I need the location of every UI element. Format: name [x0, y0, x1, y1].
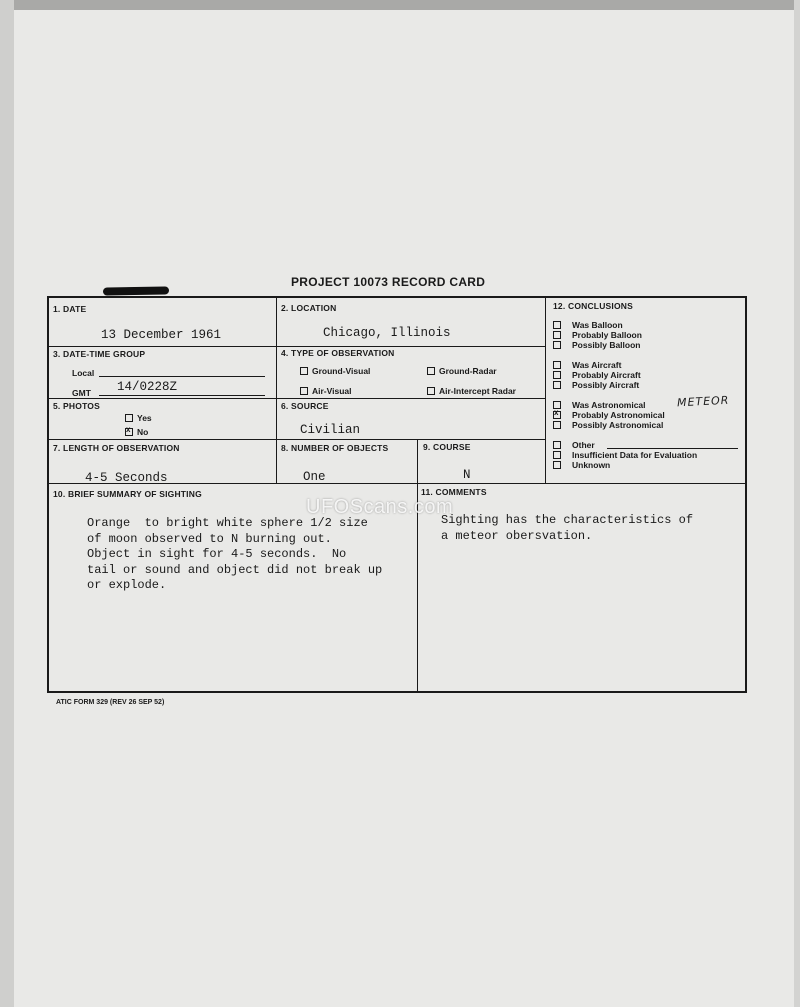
other-underline: [607, 448, 738, 449]
date-time-group-label: 3. DATE-TIME GROUP: [53, 349, 146, 359]
divider-row3: [47, 439, 545, 440]
option-ground-visual: Ground-Visual: [300, 366, 370, 376]
course-value: N: [463, 468, 471, 482]
redaction-mark: [103, 286, 169, 295]
handwritten-meteor-note: METEOR: [676, 393, 730, 410]
checkbox-was-balloon: [553, 321, 561, 329]
photos-no: xNo: [125, 427, 148, 437]
checkbox-ground-visual: [300, 367, 308, 375]
form-id: ATIC FORM 329 (REV 26 SEP 52): [56, 699, 165, 706]
card-border-top: [47, 296, 747, 298]
gmt-label: GMT: [72, 388, 91, 398]
divider-col-course: [417, 439, 418, 693]
record-card: [47, 296, 747, 693]
location-label: 2. LOCATION: [281, 303, 337, 313]
divider-col2: [545, 296, 546, 484]
conclusion-other: Other: [553, 440, 697, 450]
photos-yes: Yes: [125, 413, 152, 423]
checkbox-possibly-aircraft: [553, 381, 561, 389]
conclusion-was-astronomical: Was Astronomical: [553, 400, 665, 410]
conclusions-balloon-group: [553, 320, 642, 350]
checkbox-unknown: [553, 461, 561, 469]
conclusion-probably-balloon: Probably Balloon: [553, 330, 642, 340]
date-label: 1. DATE: [53, 304, 87, 314]
checkbox-photos-yes: [125, 414, 133, 422]
checkbox-ground-radar: [427, 367, 435, 375]
divider-row2: [47, 398, 545, 399]
checkbox-other: [553, 441, 561, 449]
checkbox-air-visual: [300, 387, 308, 395]
conclusion-possibly-aircraft: Possibly Aircraft: [553, 380, 641, 390]
gmt-value: 14/0228Z: [117, 380, 178, 394]
conclusion-insufficient-data: Insufficient Data for Evaluation: [553, 450, 697, 460]
card-border-bottom: [47, 691, 747, 693]
course-label: 9. COURSE: [423, 442, 471, 452]
photos-label: 5. PHOTOS: [53, 401, 100, 411]
conclusions-aircraft-group: [553, 360, 641, 390]
card-title: PROJECT 10073 RECORD CARD: [291, 275, 486, 289]
local-label: Local: [72, 368, 95, 378]
checkbox-probably-aircraft: [553, 371, 561, 379]
type-of-observation-label: 4. TYPE OF OBSERVATION: [281, 348, 395, 358]
conclusions-other-group: [553, 440, 697, 470]
length-value: 4-5 Seconds: [85, 471, 168, 485]
conclusion-unknown: Unknown: [553, 460, 697, 470]
option-ground-radar: Ground-Radar: [427, 366, 497, 376]
summary-text: Orange to bright white sphere 1/2 size of moon observed to N burning out. Object in sight for 4-5 seconds. No tail or sound and object did not break up or explode.: [87, 516, 383, 592]
checkbox-was-aircraft: [553, 361, 561, 369]
comments-label: 11. COMMENTS: [421, 487, 487, 497]
summary-label: 10. BRIEF SUMMARY OF SIGHTING: [53, 489, 202, 499]
location-value: Chicago, Illinois: [323, 326, 451, 340]
conclusion-possibly-astronomical: Possibly Astronomical: [553, 420, 665, 430]
scan-edge-left: [0, 0, 14, 1007]
source-value: Civilian: [300, 423, 361, 437]
number-of-objects-label: 8. NUMBER OF OBJECTS: [281, 443, 389, 453]
conclusion-probably-aircraft: Probably Aircraft: [553, 370, 641, 380]
checkbox-possibly-balloon: [553, 341, 561, 349]
card-border-left: [47, 296, 49, 693]
scan-edge-right: [794, 0, 800, 1007]
card-border-right: [745, 296, 747, 693]
checkbox-possibly-astronomical: [553, 421, 561, 429]
option-air-visual: Air-Visual: [300, 386, 352, 396]
scan-edge-top: [0, 0, 800, 10]
conclusion-probably-astronomical: xProbably Astronomical: [553, 410, 665, 420]
source-label: 6. SOURCE: [281, 401, 329, 411]
conclusion-possibly-balloon: Possibly Balloon: [553, 340, 642, 350]
conclusions-astronomical-group: [553, 400, 665, 430]
checkbox-probably-balloon: [553, 331, 561, 339]
conclusion-was-aircraft: Was Aircraft: [553, 360, 641, 370]
option-air-intercept-radar: Air-Intercept Radar: [427, 386, 516, 396]
conclusion-was-balloon: Was Balloon: [553, 320, 642, 330]
checkbox-insufficient-data: [553, 451, 561, 459]
length-label: 7. LENGTH OF OBSERVATION: [53, 443, 180, 453]
date-value: 13 December 1961: [101, 328, 222, 342]
checkbox-air-intercept-radar: [427, 387, 435, 395]
number-of-objects-value: One: [303, 470, 326, 484]
conclusions-label: 12. CONCLUSIONS: [553, 301, 633, 311]
watermark: UFOScans.com: [306, 496, 454, 518]
checkbox-photos-no: [125, 428, 133, 436]
divider-row1: [47, 346, 545, 347]
gmt-underline: [99, 395, 265, 396]
divider-col1: [276, 296, 277, 484]
comments-text: Sighting has the characteristics of a meteor obersvation.: [441, 513, 694, 543]
checkbox-probably-astronomical: [553, 411, 561, 419]
local-underline: [99, 376, 265, 377]
